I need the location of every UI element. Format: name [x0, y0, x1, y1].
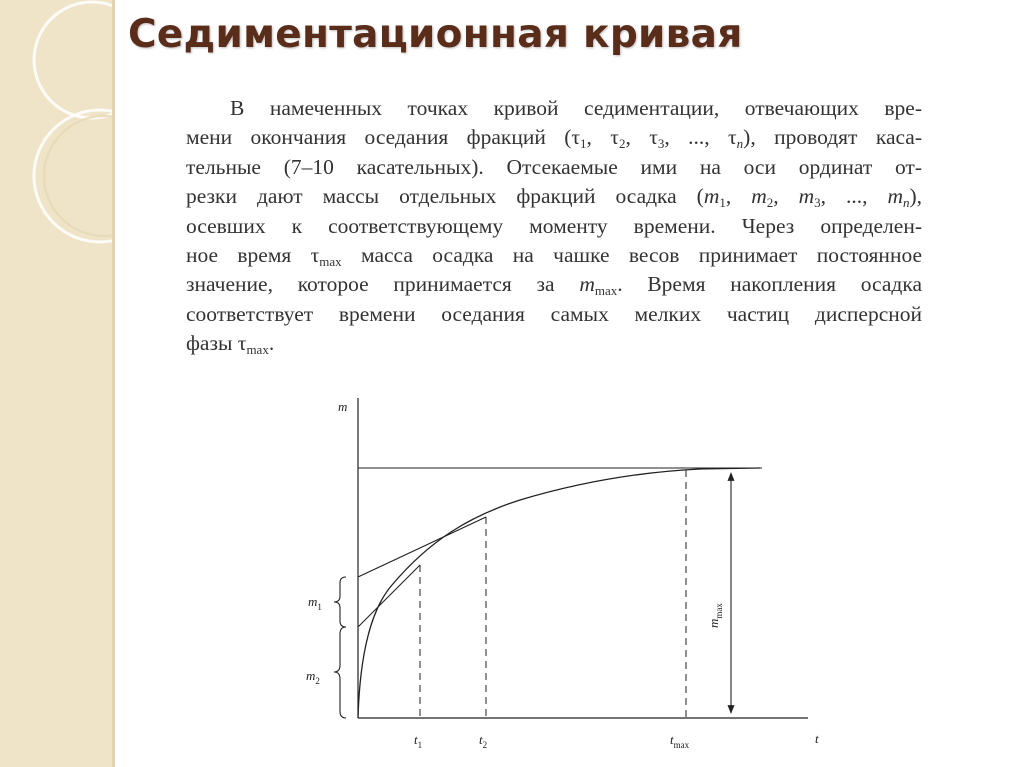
paragraph-line-1: В намеченных точках кривой седиментации, отвечающих вре-: [230, 96, 922, 120]
paragraph-line-8: соответствует времени оседания самых мелких частиц дисперсной: [186, 301, 922, 326]
sedimentation-curve: [358, 468, 760, 718]
dimension-label-mmax: $m_{max}$: [706, 603, 724, 628]
tick-label-tmax: $t_{max}$: [670, 732, 690, 750]
tick-label-t1: $t_1$: [414, 732, 423, 750]
tangent-line-2: [358, 517, 486, 577]
paragraph-line-4: резки дают массы отдельных фракций осадка ($m_1$, $m_2$, $m_3$, ..., $m_n$),: [186, 184, 923, 211]
paragraph-line-2: мени окончания оседания фракций ($\tau_1$, $\tau_2$, $\tau_3$, ..., $\tau_n$), проводят каса-: [186, 125, 923, 152]
paragraph-line-9: фазы $\tau_{max}$.: [186, 331, 275, 358]
tick-label-t2: $t_2$: [479, 732, 488, 750]
paragraph-line-5: осевших к соответствующему моменту времени. Через определен-: [186, 213, 922, 238]
y-axis-label: m: [338, 399, 348, 414]
brace-m1: [334, 577, 346, 627]
paragraph-line-7: значение, которое принимается за $m_{max}$. Время накопления осадка: [186, 272, 922, 299]
brace-label-m1: $m_1$: [308, 594, 322, 612]
slide-title: Седиментационная кривая: [128, 12, 743, 57]
x-axis-label: t: [815, 731, 819, 746]
paragraph-line-3: тельные (7–10 касательных). Отсекаемые ими на оси ординат от-: [186, 154, 922, 179]
brace-m2: [334, 627, 346, 718]
paragraph-line-6: ное время $\tau_{max}$ масса осадка на чашке весов принимает постоянное: [186, 243, 923, 270]
brace-label-m2: $m_2$: [306, 668, 320, 686]
tangent-line-1: [358, 565, 420, 627]
